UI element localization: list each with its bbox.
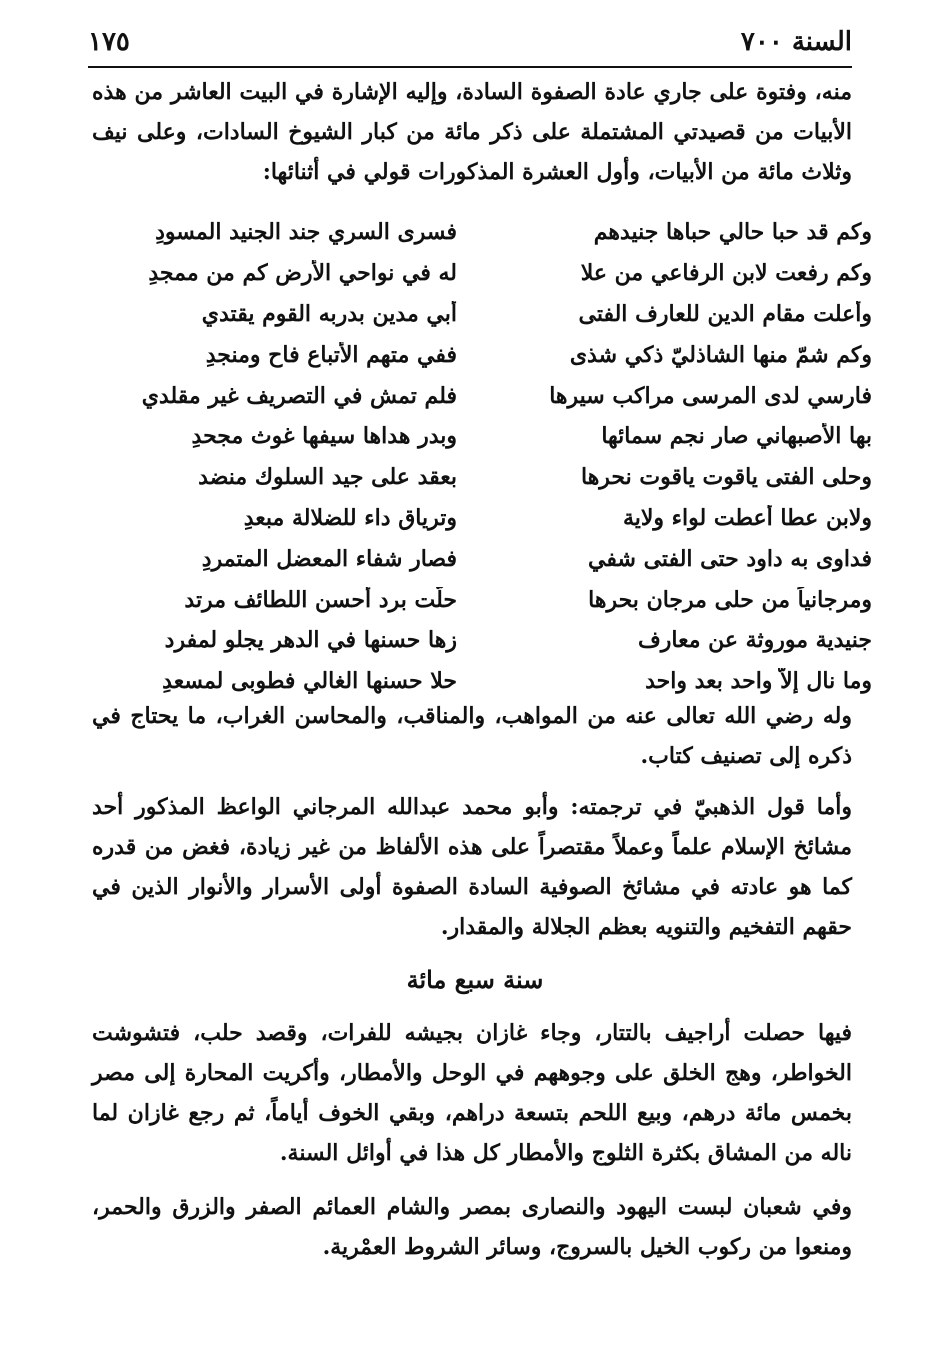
header-rule bbox=[88, 66, 852, 68]
verse bbox=[92, 294, 872, 335]
verse bbox=[92, 416, 872, 457]
page-header bbox=[88, 22, 852, 62]
verse-second-hemistich: فسرى السري جند الجنيد المسودِ bbox=[155, 219, 457, 246]
verse-first-hemistich: بها الأصبهاني صار نجم سمائها bbox=[601, 423, 872, 450]
section-title: سنة سبع مائة bbox=[406, 965, 544, 994]
verse-first-hemistich: وما نال إلاّ واحد بعد واحد bbox=[645, 668, 872, 695]
verse bbox=[92, 253, 872, 294]
verse-second-hemistich: فصار شفاء المعضل المتمردِ bbox=[201, 545, 457, 572]
verse-first-hemistich: وأعلت مقام الدين للعارف الفتى bbox=[578, 300, 872, 327]
running-title: السنة ٧٠٠ bbox=[740, 27, 852, 57]
verse-second-hemistich: حلا حسنها الغالي فطوبى لمسعدِ bbox=[162, 668, 457, 695]
verse-second-hemistich: وترياق داء للضلالة مبعدِ bbox=[243, 504, 457, 531]
verse-second-hemistich: أبي مدين بدربه القوم يقتدي bbox=[201, 300, 457, 327]
verse bbox=[92, 375, 872, 416]
verse-first-hemistich: ولابن عطا أعطت لواء ولاية bbox=[622, 504, 872, 531]
verse-second-hemistich: ففي متهم الأتباع فاح ومنجدِ bbox=[205, 341, 457, 368]
verse bbox=[92, 538, 872, 579]
verse bbox=[92, 212, 872, 253]
paragraph-dhahabi: وأما قول الذهبيّ في ترجمته: وأبو محمد عبدالله المرجاني الواعظ المذكور أحد مشائخ الإسلام علماً وعملاً مقتصراً على هذه الألفاظ من غير زيادة، فغض من قدره كما هو عادته في مشائخ الصوفية السادة الصفوة أولى الأسرار والأنوار الذين في حقهم التفخيم والتنويه بعظم الجلالة والمقدار. bbox=[92, 794, 852, 940]
verse bbox=[92, 620, 872, 661]
verse-first-hemistich: فداوى به داود حتى الفتى شفي bbox=[588, 545, 872, 572]
paragraph-intro: منه، وفتوة على جاري عادة الصفوة السادة، وإليه الإشارة في البيت العاشر من هذه الأبيات من قصيدتي المشتملة على ذكر مائة من كبار الشيوخ السادات، وعلى نيف وثلاث مائة من الأبيات، وأول العشرة المذكورات قولي في أثنائها: bbox=[92, 79, 852, 185]
verse-second-hemistich: حلّت برد أحسن اللطائف مرتد bbox=[184, 586, 457, 613]
paragraph-shaban: وفي شعبان لبست اليهود والنصارى بمصر والشام العمائم الصفر والزرق والحمر، ومنعوا من ركوب الخيل بالسروج، وسائر الشروط العمْرية. bbox=[92, 1194, 852, 1260]
verse-second-hemistich: له في نواحي الأرض كم من ممجدِ bbox=[148, 260, 457, 287]
poem bbox=[92, 212, 872, 702]
paragraph-merits: وله رضي الله تعالى عنه من المواهب، والمناقب، والمحاسن الغراب، ما يحتاج في ذكره إلى تصنيف كتاب. bbox=[92, 703, 852, 769]
verse-first-hemistich: وحلى الفتى ياقوت ياقوت نحرها bbox=[580, 464, 872, 491]
verse-first-hemistich: وكم شمّ منها الشاذليّ ذكي شذى bbox=[569, 341, 872, 368]
page-number: ١٧٥ bbox=[88, 27, 130, 57]
verse-first-hemistich: وكم قد حبا حالي حباها جنيدهم bbox=[593, 219, 872, 246]
verse-second-hemistich: زها حسنها في الدهر يجلو لمفرد bbox=[164, 627, 457, 654]
verse-first-hemistich: ومرجانياً من حلى مرجان بحرها bbox=[588, 586, 872, 613]
verse-second-hemistich: فلم تمش في التصريف غير مقلدي bbox=[141, 382, 457, 409]
verse bbox=[92, 334, 872, 375]
verse-first-hemistich: فارسي لدى المرسى مراكب سيرها bbox=[549, 382, 872, 409]
verse-first-hemistich: جنيدية موروثة عن معارف bbox=[637, 627, 872, 654]
verse-first-hemistich: وكم رفعت لابن الرفاعي من علا bbox=[580, 260, 872, 287]
verse-second-hemistich: بعقد على جيد السلوك منضد bbox=[198, 464, 457, 491]
verse-second-hemistich: وبدر هداها سيفها غوث مجحدِ bbox=[191, 423, 457, 450]
verse bbox=[92, 579, 872, 620]
verse bbox=[92, 498, 872, 539]
paragraph-year-events: فيها حصلت أراجيف بالتتار، وجاء غازان بجيشه للفرات، وقصد حلب، فتشوشت الخواطر، وهج الخلق على وجوههم في الوحل والأمطار، وأكريت المحارة إلى مصر بخمس مائة درهم، وبيع اللحم بتسعة دراهم، وبقي الخوف أياماً، ثم رجع غازان لما ناله من المشاق بكثرة الثلوج والأمطار كل هذا في أوائل السنة. bbox=[92, 1020, 852, 1166]
verse bbox=[92, 457, 872, 498]
